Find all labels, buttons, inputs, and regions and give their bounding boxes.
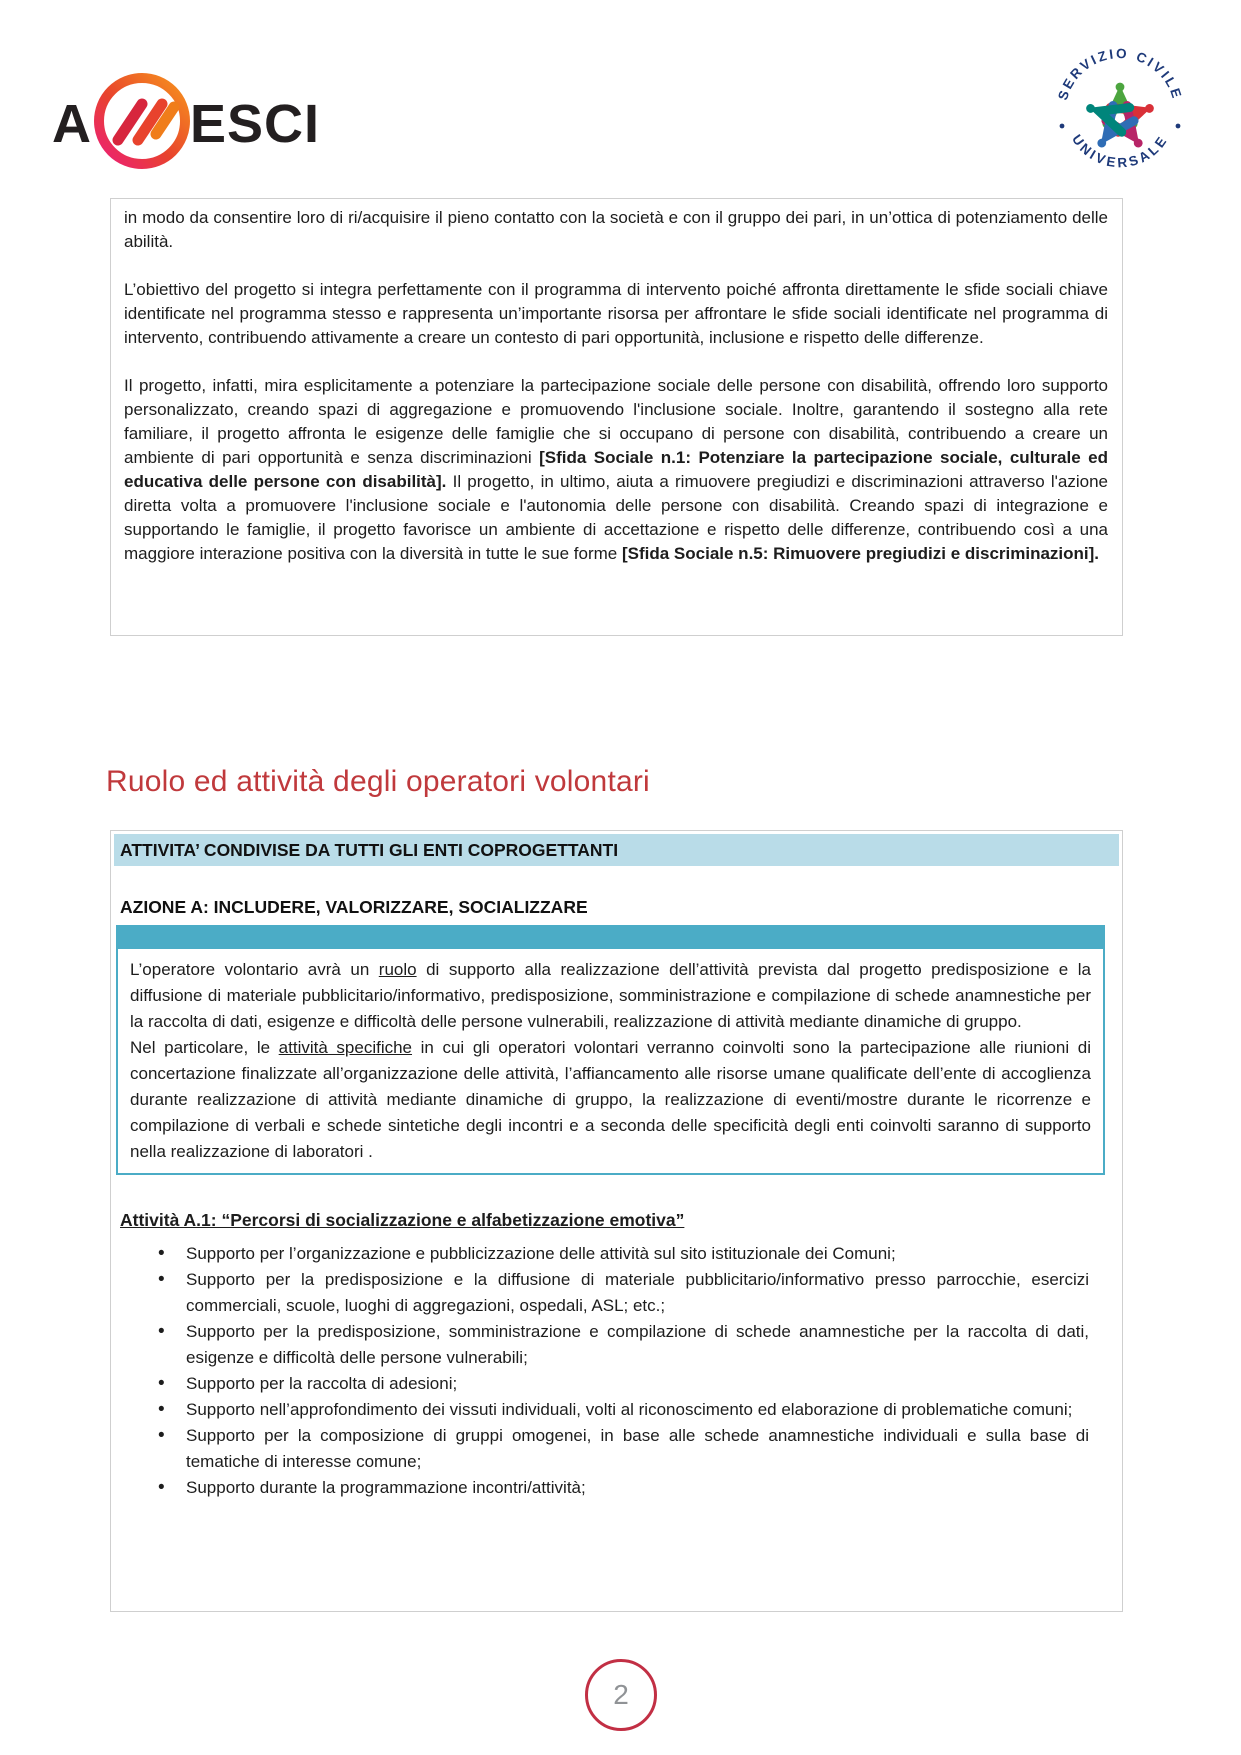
amesci-logo-icon (52, 66, 332, 176)
amesci-letter-a: A (52, 94, 91, 154)
scu-dot-left (1060, 124, 1065, 129)
amesci-logo (52, 66, 332, 176)
activity-a1-title: Attività A.1: “Percorsi di socializzazione e alfabetizzazione emotiva” (120, 1210, 685, 1230)
section-title: Ruolo ed attività degli operatori volontari (106, 765, 650, 798)
list-item: • Supporto per la predisposizione e la diffusione di materiale pubblicitario/informativo presso parrocchie, esercizi commerciali, scuole, luoghi di aggregazioni, ospedali, ASL; etc.; (152, 1267, 1089, 1319)
scu-star (1082, 83, 1157, 155)
list-item: • Supporto per la composizione di gruppi omogenei, in base alle schede anamnestiche individuali e sulla base di tematiche di interesse comune; (152, 1423, 1089, 1475)
list-item: • Supporto per la raccolta di adesioni; (152, 1371, 1089, 1397)
volunteer-role-text (118, 949, 1103, 1173)
svg-text:UNIVERSALE (1069, 132, 1171, 171)
page-number-badge (585, 1659, 657, 1731)
scu-dot-right (1176, 124, 1181, 129)
activities-box (110, 830, 1123, 1612)
action-a-header: AZIONE A: INCLUDERE, VALORIZZARE, SOCIALIZZARE (120, 897, 588, 917)
page-number: 2 (613, 1679, 629, 1710)
amesci-letters-esci: ESCI (190, 94, 321, 154)
role-paragraph-1: L’operatore volontario avrà un ruolo di supporto alla realizzazione dell’attività prevista dal progetto predisposizione e la diffusione di materiale pubblicitario/informativo, predisposizione, somministrazione e compilazione di schede anamnestiche per la raccolta di dati, esigenze e difficoltà delle persone vulnerabili, realizzazione di attività mediante dinamiche di gruppo. (130, 960, 1091, 1031)
amesci-slashes (118, 104, 174, 140)
role-paragraph-2: Nel particolare, le attività specifiche in cui gli operatori volontari verranno coinvolti sono la partecipazione alle riunioni di concertazione finalizzate all’organizzazione delle attività, l’affiancamento alle risorse umane qualificate dell’ente di accoglienza durante realizzazione di attività mediante dinamiche di gruppo, la realizzazione di eventi/mostre durante le ricorrenze e compilazione di verbali e schede sintetiche degli incontri e a seconda delle specificità degli enti coinvolti saranno di supporto nella realizzazione di laboratori . (130, 1038, 1091, 1161)
intro-paragraph-1: in modo da consentire loro di ri/acquisire il pieno contatto con la società e con il gruppo dei pari, in un’ottica di potenziamento delle abilità. (124, 208, 1108, 251)
list-item: • Supporto per l’organizzazione e pubblicizzazione delle attività sul sito istituzionale dei Comuni; (152, 1241, 1089, 1267)
intro-paragraph-2: L’obiettivo del progetto si integra perfettamente con il programma di intervento poiché affronta direttamente le sfide sociali chiave identificate nel programma stesso e rappresenta un’importante risorsa per affrontare le sfide sociali identificate nel programma di intervento, contribuendo attivamente a creare un contesto di pari opportunità, inclusione e rispetto delle differenze. (124, 280, 1108, 347)
activity-a1-bullet-list (152, 1241, 1089, 1501)
list-item: • Supporto nell’approfondimento dei vissuti individuali, volti al riconoscimento ed elaborazione di problematiche comuni; (152, 1397, 1089, 1423)
servizio-civile-universale-logo (1048, 40, 1192, 184)
scu-top-text: SERVIZIO CIVILE (1055, 45, 1185, 102)
scu-bottom-text: UNIVERSALE (1069, 131, 1171, 171)
list-item: • Supporto per la predisposizione, somministrazione e compilazione di schede anamnestiche per la raccolta di dati, esigenze e difficoltà delle persone vulnerabili; (152, 1319, 1089, 1371)
intro-paragraph-3: Il progetto, infatti, mira esplicitamente a potenziare la partecipazione sociale delle persone con disabilità, offrendo loro supporto personalizzato, creando spazi di aggregazione e promuovendo l'inclusione sociale. Inoltre, garantendo il sostegno alla rete familiare, il progetto affronta le esigenze delle famiglie che si occupano di persone con disabilità, contribuendo a creare un ambiente di pari opportunità e senza discriminazioni [Sfida Sociale n.1: Potenziare la partecipazione sociale, culturale ed educativa delle persone con disabilità]. Il progetto, in ultimo, aiuta a rimuovere pregiudizi e discriminazioni attraverso l'azione diretta volta a promuovere l'inclusione sociale e l'autonomia delle persone con disabilità. Creando spazi di integrazione e supportando le famiglie, il progetto favorisce un ambiente di accettazione e rispetto delle differenze, contribuendo così a una maggiore interazione positiva con la diversità in tutte le sue forme [Sfida Sociale n.5: Rimuovere pregiudizi e discriminazioni]. (124, 376, 1108, 563)
volunteer-role-block (116, 925, 1105, 1175)
scu-logo-icon (1048, 40, 1192, 184)
amesci-ring (99, 78, 185, 164)
teal-strip (118, 927, 1103, 949)
intro-text-box (110, 198, 1123, 636)
list-item: • Supporto durante la programmazione incontri/attività; (152, 1475, 1089, 1501)
shared-activities-header: ATTIVITA’ CONDIVISE DA TUTTI GLI ENTI COPROGETTANTI (114, 834, 1119, 866)
